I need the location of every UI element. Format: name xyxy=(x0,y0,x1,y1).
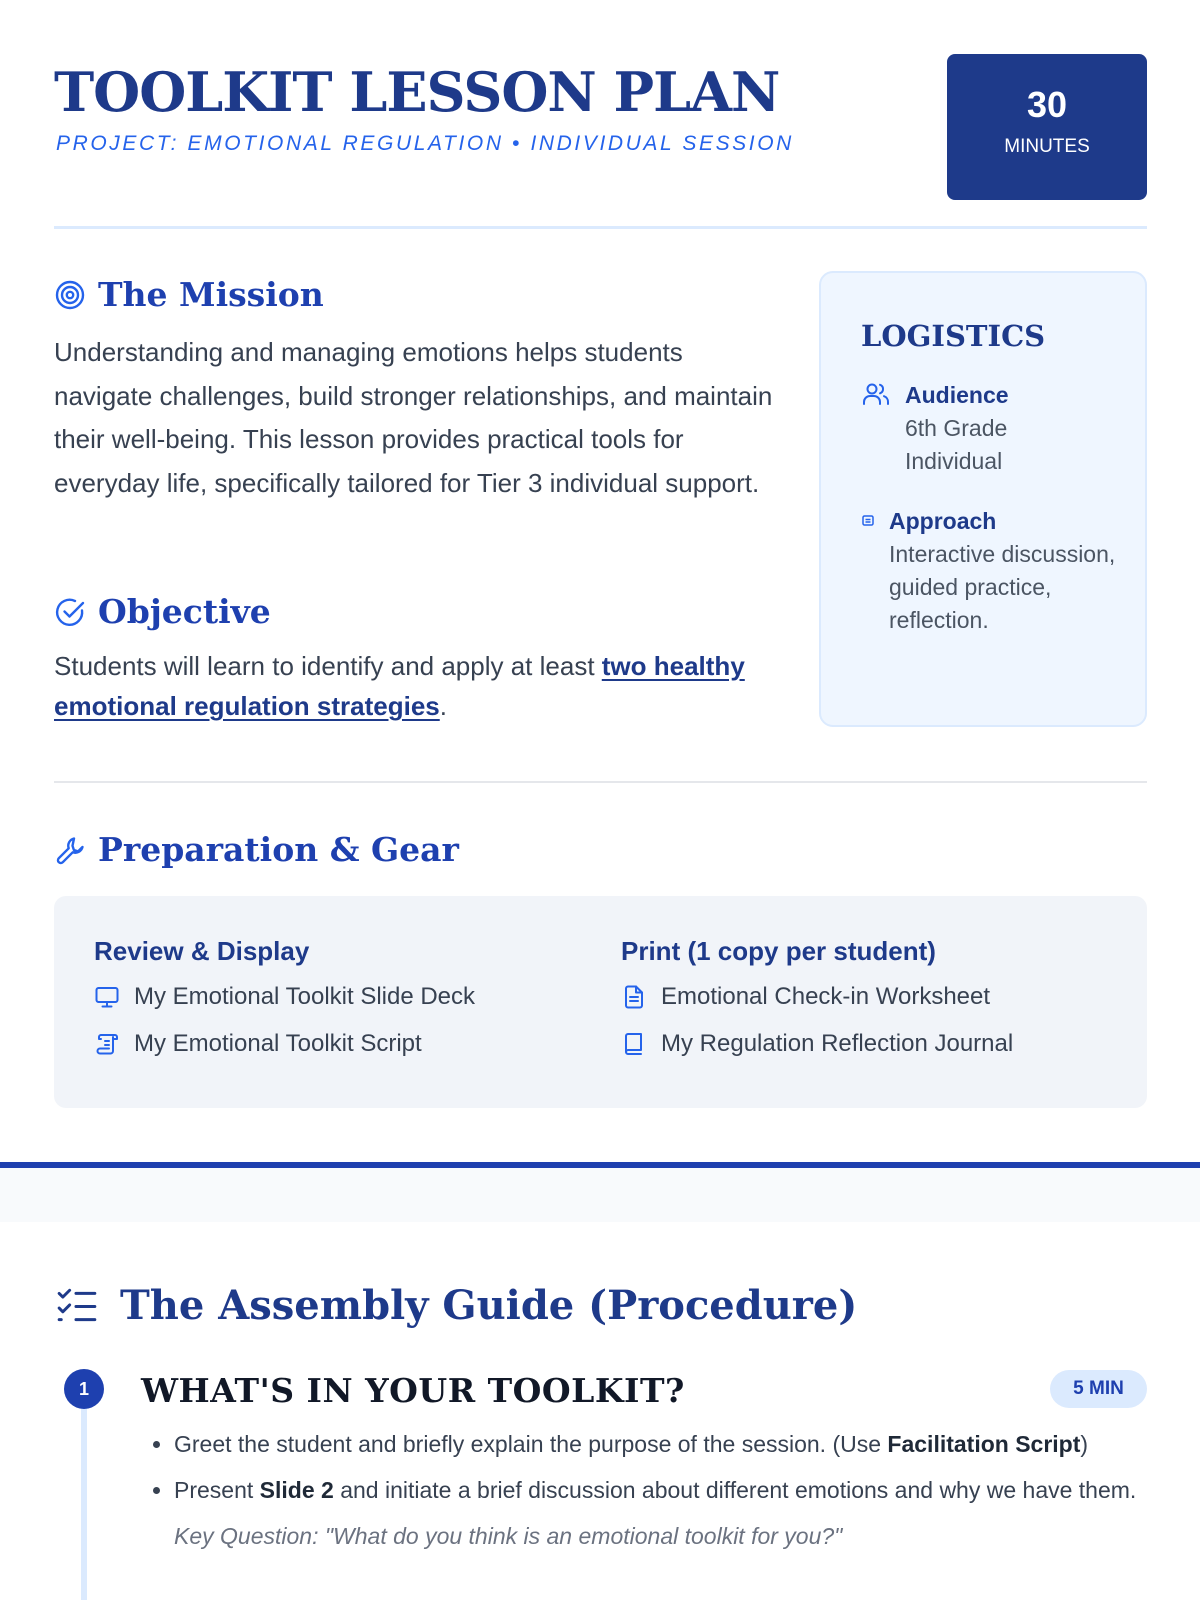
audience-label: Audience xyxy=(905,382,1009,408)
step-bullets xyxy=(174,1428,1154,1566)
objective-body xyxy=(54,646,774,726)
page-subtitle: PROJECT: EMOTIONAL REGULATION • INDIVIDUAL SESSION xyxy=(56,132,794,155)
list-checks-icon xyxy=(56,1285,98,1327)
chat-icon xyxy=(861,505,875,535)
objective-period: . xyxy=(439,691,447,721)
logistics-card xyxy=(819,271,1147,727)
bullet-bold: Slide 2 xyxy=(259,1477,334,1503)
mission-heading xyxy=(54,275,324,314)
bullet-bold: Facilitation Script xyxy=(887,1431,1081,1457)
objective-text: Students will learn to identify and apply at least xyxy=(54,651,602,681)
audience-line2: Individual xyxy=(905,448,1003,474)
file-text-icon xyxy=(621,984,647,1010)
audience-line1: 6th Grade xyxy=(905,415,1008,441)
lesson-header xyxy=(54,54,1147,200)
mission-body: Understanding and managing emotions helps students navigate challenges, build stronger relationships, and maintain their well-being. This lesson provides practical tools for everyday life, specifically tailored for Tier 3 individual support. xyxy=(54,337,773,498)
review-item-label: My Emotional Toolkit Slide Deck xyxy=(134,983,476,1010)
step-number: 1 xyxy=(64,1369,104,1409)
review-column xyxy=(94,936,475,1075)
target-icon xyxy=(54,279,86,311)
review-item xyxy=(94,981,475,1013)
review-item-label: My Emotional Toolkit Script xyxy=(134,1030,422,1057)
prep-heading xyxy=(54,830,459,869)
bullet-text: Greet the student and briefly explain the purpose of the session. (Use xyxy=(174,1431,888,1457)
step-bullet xyxy=(174,1474,1154,1507)
section-divider xyxy=(54,781,1147,783)
book-icon xyxy=(621,1031,647,1057)
print-title: Print (1 copy per student) xyxy=(621,936,936,966)
prep-title: Preparation & Gear xyxy=(98,830,459,869)
procedure-title: The Assembly Guide (Procedure) xyxy=(120,1282,858,1329)
review-item xyxy=(94,1028,475,1060)
duration-value: 30 xyxy=(1026,84,1068,125)
objective-title: Objective xyxy=(98,592,271,631)
timeline-line xyxy=(81,1388,87,1600)
mission-title: The Mission xyxy=(98,275,324,314)
step-bullet xyxy=(174,1428,1154,1461)
duration-unit: MINUTES xyxy=(1004,136,1090,157)
step-title: WHAT'S IN YOUR TOOLKIT? xyxy=(141,1371,685,1410)
procedure-heading xyxy=(56,1282,857,1329)
print-item-label: My Regulation Reflection Journal xyxy=(661,1030,1014,1057)
objective-heading xyxy=(54,592,271,631)
print-column xyxy=(621,936,1013,1075)
bullet-text: Present xyxy=(174,1477,260,1503)
print-item xyxy=(621,1028,1013,1060)
header-divider xyxy=(54,226,1147,229)
step-duration-badge: 5 MIN xyxy=(1050,1370,1147,1408)
print-item-label: Emotional Check-in Worksheet xyxy=(661,983,991,1010)
approach-label: Approach xyxy=(889,508,997,534)
check-circle-icon xyxy=(54,596,86,628)
logistics-title: LOGISTICS xyxy=(861,319,1046,353)
audience-item xyxy=(861,379,1009,478)
approach-text: Interactive discussion, guided practice, reflection. xyxy=(889,541,1116,633)
page-title: TOOLKIT LESSON PLAN xyxy=(54,60,780,124)
key-question: Key Question: "What do you think is an emotional toolkit for you?" xyxy=(174,1523,843,1549)
print-item xyxy=(621,981,1013,1013)
bullet-end: and initiate a brief discussion about different emotions and why we have them. xyxy=(333,1477,1137,1503)
approach-item xyxy=(861,505,1116,637)
wrench-icon xyxy=(54,834,86,866)
users-icon xyxy=(861,379,891,409)
monitor-icon xyxy=(94,984,120,1010)
bullet-end: ) xyxy=(1080,1431,1089,1457)
section-band xyxy=(0,1168,1200,1222)
prep-panel xyxy=(54,896,1147,1108)
review-title: Review & Display xyxy=(94,936,310,966)
duration-badge xyxy=(947,54,1147,200)
objective-highlight: two healthy emotional regulation strategies xyxy=(54,651,745,721)
scroll-icon xyxy=(94,1031,120,1057)
